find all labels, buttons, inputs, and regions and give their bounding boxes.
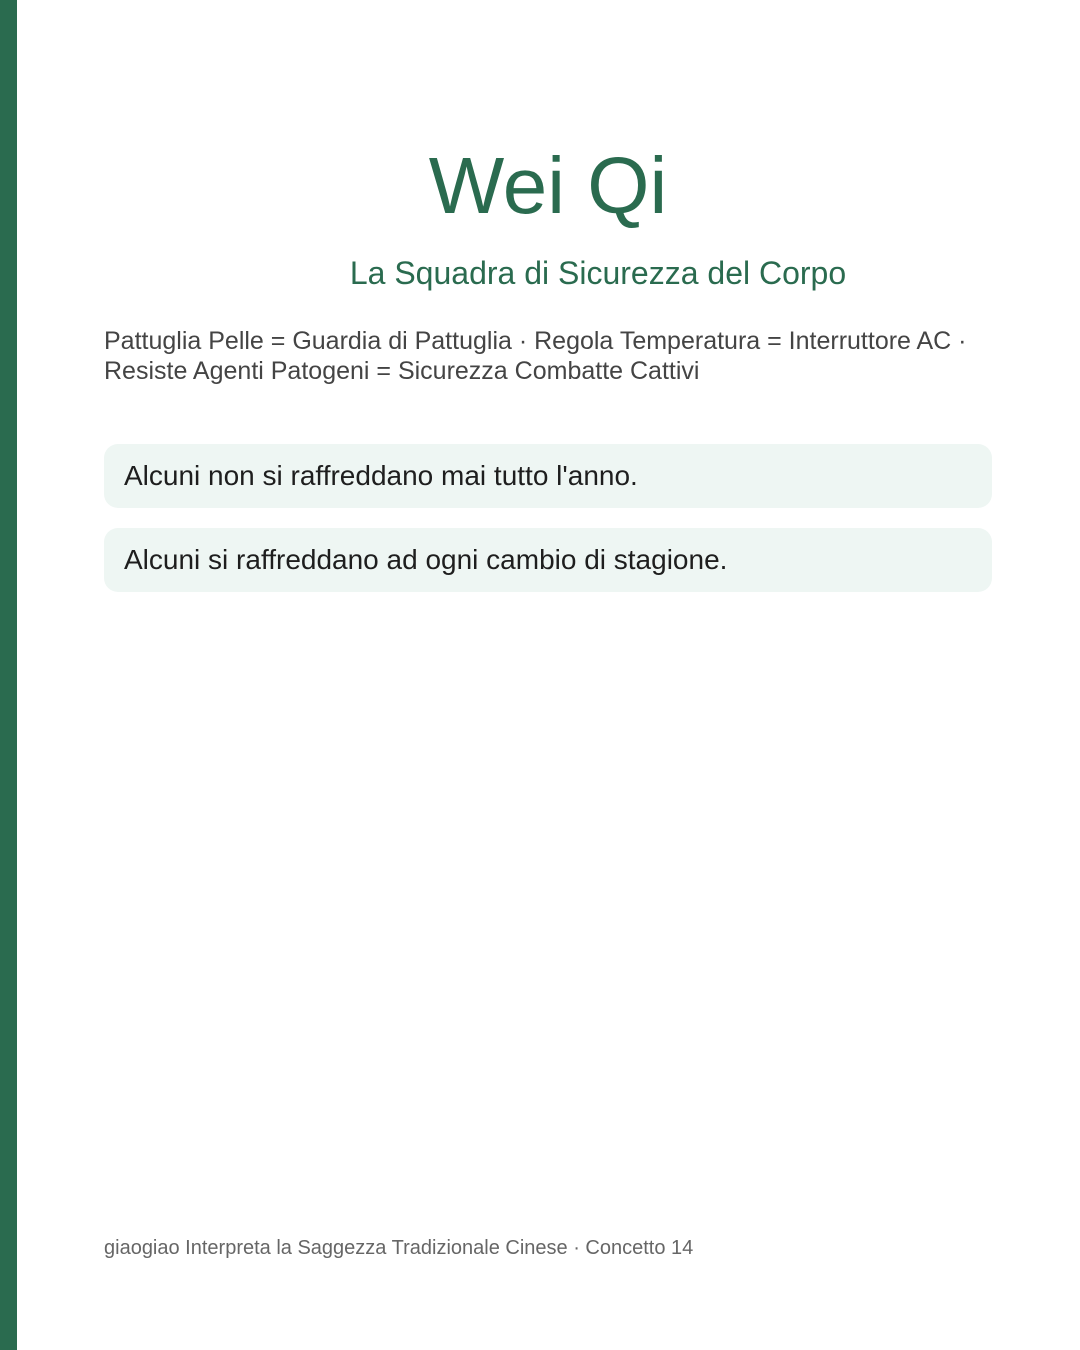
example-card-1-text: Alcuni non si raffreddano mai tutto l'anno. (124, 460, 638, 491)
example-card-1 (104, 444, 992, 508)
concept-description: Pattuglia Pelle = Guardia di Pattuglia · Regola Temperatura = Interruttore AC · Resiste Agenti Patogeni = Sicurezza Combatte Cattivi (104, 327, 967, 385)
example-card-2-text: Alcuni si raffreddano ad ogni cambio di stagione. (124, 544, 728, 575)
example-card-2 (104, 528, 992, 592)
footer-caption: giaogiao Interpreta la Saggezza Tradizionale Cinese · Concetto 14 (104, 1237, 694, 1259)
page-title: Wei Qi (428, 141, 668, 230)
page-subtitle: La Squadra di Sicurezza del Corpo (349, 255, 847, 291)
